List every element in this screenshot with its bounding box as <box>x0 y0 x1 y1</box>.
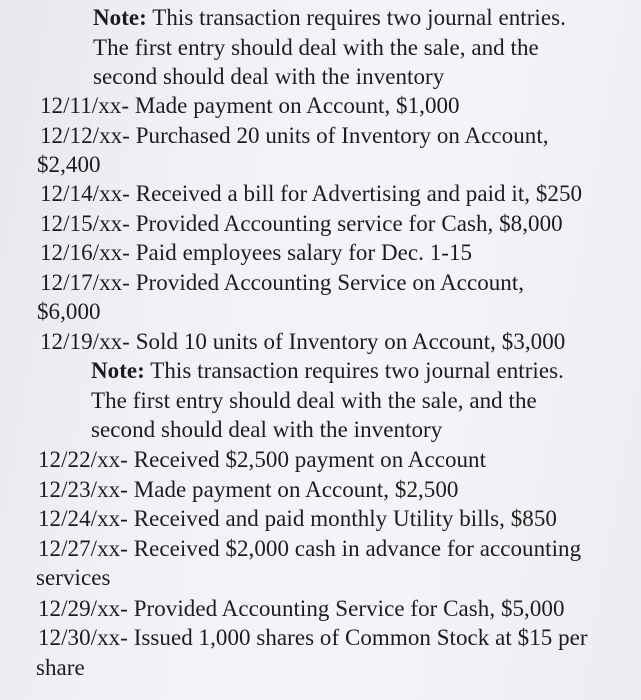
entry-line: 12/22/xx- Received $2,500 payment on Account <box>38 447 487 472</box>
note-line: The first entry should deal with the sale, and the <box>93 35 539 60</box>
note-line: second should deal with the inventory <box>91 417 443 442</box>
entry-line: 12/24/xx- Received and paid monthly Utility bills, $850 <box>38 506 557 531</box>
entry-line: 12/27/xx- Received $2,000 cash in advance for accounting <box>38 536 582 561</box>
entry-line: 12/12/xx- Purchased 20 units of Inventory on Account, <box>40 123 549 148</box>
entry-line: 12/19/xx- Sold 10 units of Inventory on Account, $3,000 <box>40 329 566 354</box>
note-label: Note: <box>93 5 147 30</box>
entry-line: 12/30/xx- Issued 1,000 shares of Common Stock at $15 per <box>38 625 588 650</box>
entry-continuation: $6,000 <box>37 299 101 324</box>
entry-line: 12/14/xx- Received a bill for Advertising and paid it, $250 <box>40 181 583 206</box>
note-line: The first entry should deal with the sale, and the <box>91 388 537 413</box>
note-text: This transaction requires two journal entries. <box>146 5 566 30</box>
entry-line: 12/29/xx- Provided Accounting Service for Cash, $5,000 <box>38 596 565 621</box>
entry-line: 12/16/xx- Paid employees salary for Dec. 1-15 <box>40 240 473 265</box>
note-line <box>91 356 564 385</box>
entry-line: 12/11/xx- Made payment on Account, $1,000 <box>40 93 460 118</box>
note-line <box>93 3 566 32</box>
entry-line: 12/15/xx- Provided Accounting service for Cash, $8,000 <box>40 211 563 236</box>
entry-continuation: services <box>36 565 111 590</box>
entry-line: 12/23/xx- Made payment on Account, $2,500 <box>38 477 459 502</box>
note-text: This transaction requires two journal entries. <box>144 358 564 383</box>
note-line: second should deal with the inventory <box>93 64 445 89</box>
note-label: Note: <box>91 358 145 383</box>
entry-continuation: share <box>36 655 85 680</box>
entry-continuation: $2,400 <box>37 152 101 177</box>
entry-line: 12/17/xx- Provided Accounting Service on Account, <box>40 270 525 295</box>
